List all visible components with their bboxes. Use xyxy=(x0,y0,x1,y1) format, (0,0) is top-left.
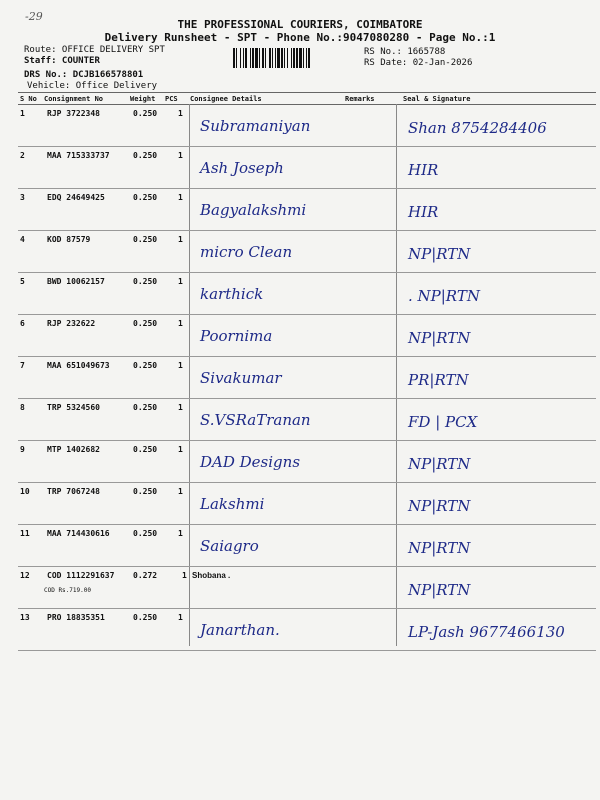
handwritten-consignee-name: S.VSRaTranan xyxy=(200,411,311,429)
row-weight: 0.250 xyxy=(133,109,158,118)
handwritten-consignee-name: Lakshmi xyxy=(200,495,265,513)
table-row xyxy=(0,525,600,567)
handwritten-consignee-name: Janarthan. xyxy=(200,621,280,639)
consignment-number: KOD 87579 xyxy=(47,235,91,244)
barcode-bar xyxy=(255,48,258,68)
row-pcs: 1 xyxy=(182,571,187,580)
table-row xyxy=(0,231,600,273)
table-row xyxy=(0,567,600,609)
row-sno: 6 xyxy=(20,319,25,328)
consignment-number: MTP 1402682 xyxy=(47,445,100,454)
table-row xyxy=(0,483,600,525)
barcode-bar xyxy=(252,48,254,68)
row-sno: 4 xyxy=(20,235,25,244)
handwritten-consignee-name: Bagyalakshmi xyxy=(200,201,307,219)
barcode-bar xyxy=(245,48,247,68)
consignment-number: BWD 10062157 xyxy=(47,277,105,286)
barcode-bar xyxy=(275,48,276,68)
barcode-bar xyxy=(306,48,307,68)
barcode-bar xyxy=(236,48,237,68)
table-row xyxy=(0,273,600,315)
barcode-bar xyxy=(259,48,260,68)
row-pcs: 1 xyxy=(178,529,183,538)
barcode-bar xyxy=(291,48,292,68)
row-weight: 0.250 xyxy=(133,613,158,622)
table-row xyxy=(0,399,600,441)
row-weight: 0.250 xyxy=(133,487,158,496)
header-rule-top xyxy=(18,92,596,93)
row-sno: 9 xyxy=(20,445,25,454)
barcode-bar xyxy=(269,48,271,68)
row-weight: 0.250 xyxy=(133,529,158,538)
row-pcs: 1 xyxy=(178,445,183,454)
handwritten-consignee-name: Sivakumar xyxy=(200,369,282,387)
table-row xyxy=(0,441,600,483)
barcode-bar xyxy=(243,48,244,68)
table-row xyxy=(0,189,600,231)
row-sno: 3 xyxy=(20,193,25,202)
row-sno: 10 xyxy=(20,487,30,496)
row-weight: 0.250 xyxy=(133,403,158,412)
row-sno: 13 xyxy=(20,613,30,622)
barcode-bar xyxy=(287,48,288,68)
cod-amount: COD Rs.719.00 xyxy=(44,587,91,594)
barcode-bar xyxy=(293,48,295,68)
table-row xyxy=(0,147,600,189)
consignment-number: MAA 714430616 xyxy=(47,529,110,538)
runsheet-subtitle: Delivery Runsheet - SPT - Phone No.:9047080280 - Page No.:1 xyxy=(104,31,496,44)
barcode-image xyxy=(233,48,359,68)
col-sno: S No xyxy=(20,95,37,103)
table-row xyxy=(0,315,600,357)
handwritten-signature-remark: NP|RTN xyxy=(408,497,471,515)
handwritten-signature-remark: NP|RTN xyxy=(408,329,471,347)
consignment-number: PRO 18835351 xyxy=(47,613,105,622)
staff-label: Staff: COUNTER xyxy=(24,56,100,66)
col-weight: Weight xyxy=(130,95,156,103)
row-pcs: 1 xyxy=(178,319,183,328)
row-pcs: 1 xyxy=(178,151,183,160)
row-pcs: 1 xyxy=(178,109,183,118)
row-pcs: 1 xyxy=(178,613,183,622)
barcode-bar xyxy=(284,48,285,68)
consignment-number: MAA 651049673 xyxy=(47,361,110,370)
consignment-number: TRP 5324560 xyxy=(47,403,100,412)
row-weight: 0.250 xyxy=(133,277,158,286)
barcode-bar xyxy=(281,48,283,68)
row-weight: 0.250 xyxy=(133,319,158,328)
row-divider xyxy=(18,650,596,651)
row-pcs: 1 xyxy=(178,361,183,370)
row-weight: 0.250 xyxy=(133,445,158,454)
row-weight: 0.250 xyxy=(133,361,158,370)
row-pcs: 1 xyxy=(178,403,183,412)
rs-date: RS Date: 02-Jan-2026 xyxy=(364,58,473,68)
handwritten-signature-remark: PR|RTN xyxy=(408,371,469,389)
company-title: THE PROFESSIONAL COURIERS, COIMBATORE xyxy=(177,18,423,31)
row-pcs: 1 xyxy=(178,277,183,286)
handwritten-consignee-name: Subramaniyan xyxy=(200,117,311,135)
consignment-number: MAA 715333737 xyxy=(47,151,110,160)
handwritten-signature-remark: . NP|RTN xyxy=(408,287,480,305)
row-sno: 11 xyxy=(20,529,30,538)
row-weight: 0.272 xyxy=(133,571,158,580)
row-weight: 0.250 xyxy=(133,235,158,244)
col-consignment: Consignment No xyxy=(44,95,104,103)
barcode-bar xyxy=(250,48,251,68)
row-pcs: 1 xyxy=(178,235,183,244)
row-sno: 12 xyxy=(20,571,30,580)
row-weight: 0.250 xyxy=(133,193,158,202)
handwritten-signature-remark: HIR xyxy=(408,203,439,221)
barcode-bar xyxy=(240,48,241,68)
row-sno: 7 xyxy=(20,361,25,370)
handwritten-consignee-name: Poornima xyxy=(200,327,273,345)
barcode-bar xyxy=(233,48,235,68)
row-sno: 8 xyxy=(20,403,25,412)
handwritten-consignee-name: micro Clean xyxy=(200,243,293,261)
col-seal-signature: Seal & Signature xyxy=(403,95,471,103)
drs-number: DRS No.: DCJB166578801 xyxy=(24,70,144,80)
barcode-bar xyxy=(303,48,304,68)
barcode-bar xyxy=(262,48,264,68)
row-weight: 0.250 xyxy=(133,151,158,160)
handwritten-consignee-name: karthick xyxy=(200,285,264,303)
handwritten-signature-remark: NP|RTN xyxy=(408,581,471,599)
row-sno: 1 xyxy=(20,109,25,118)
row-sno: 2 xyxy=(20,151,25,160)
barcode-bar xyxy=(265,48,266,68)
handwritten-signature-remark: LP-Jash 9677466130 xyxy=(408,623,565,641)
consignment-number: EDQ 24649425 xyxy=(47,193,105,202)
col-pcs: PCS xyxy=(165,95,178,103)
col-remarks: Remarks xyxy=(345,95,375,103)
handwritten-consignee-name: Ash Joseph xyxy=(200,159,284,177)
handwritten-signature-remark: HIR xyxy=(408,161,439,179)
consignment-number: RJP 3722348 xyxy=(47,109,100,118)
handwritten-signature-remark: Shan 8754284406 xyxy=(408,119,547,137)
row-pcs: 1 xyxy=(178,487,183,496)
barcode-bar xyxy=(296,48,298,68)
table-row xyxy=(0,357,600,399)
handwritten-signature-remark: NP|RTN xyxy=(408,539,471,557)
handwritten-consignee-name: Saiagro xyxy=(200,537,259,555)
col-consignee: Consignee Details xyxy=(190,95,262,103)
barcode-bar xyxy=(272,48,273,68)
consignment-number: COD 1112291637 xyxy=(47,571,115,580)
handwritten-signature-remark: FD | PCX xyxy=(408,413,478,431)
barcode-bar xyxy=(299,48,302,68)
vehicle-label: Vehicle: Office Delivery xyxy=(27,81,158,91)
handwritten-signature-remark: NP|RTN xyxy=(408,455,471,473)
handwritten-page-note: -29 xyxy=(25,10,43,23)
handwritten-signature-remark: NP|RTN xyxy=(408,245,471,263)
consignment-number: RJP 232622 xyxy=(47,319,96,328)
row-sno: 5 xyxy=(20,277,25,286)
barcode-bar xyxy=(308,48,310,68)
handwritten-consignee-name: DAD Designs xyxy=(200,453,301,471)
barcode-bar xyxy=(277,48,280,68)
route-label: Route: OFFICE DELIVERY SPT xyxy=(24,45,165,55)
row-pcs: 1 xyxy=(178,193,183,202)
consignment-number: TRP 7067248 xyxy=(47,487,100,496)
consignee-name: Shobana . xyxy=(192,571,231,580)
table-row xyxy=(0,609,600,651)
table-row xyxy=(0,105,600,147)
rs-number: RS No.: 1665788 xyxy=(364,47,446,57)
